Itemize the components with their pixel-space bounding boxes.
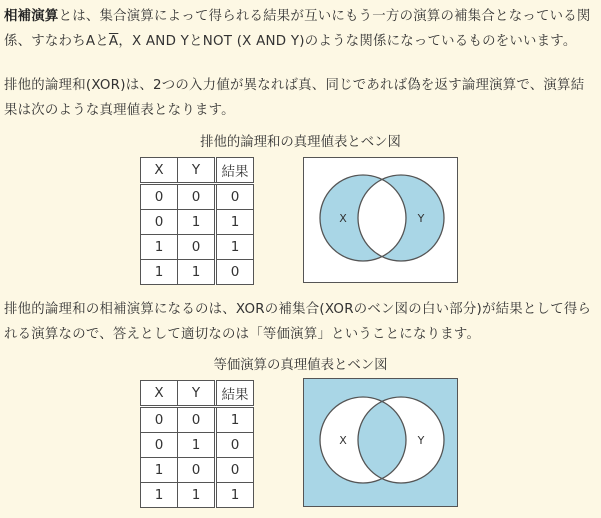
table-row <box>141 210 254 235</box>
cell-result: 1 <box>216 235 254 260</box>
intro-paragraph <box>4 4 597 54</box>
table-row <box>141 458 254 483</box>
cell-result: 1 <box>216 407 254 433</box>
cell-x: 0 <box>141 210 178 235</box>
cell-x: 1 <box>141 260 178 285</box>
venn-label-y: Y <box>417 212 425 225</box>
cell-y: 0 <box>178 184 216 210</box>
header-y: Y <box>178 158 216 184</box>
table-row <box>141 483 254 508</box>
xor-caption: 排他的論理和の真理値表とベン図 <box>200 135 401 150</box>
cell-result: 0 <box>216 433 254 458</box>
cell-y: 1 <box>178 433 216 458</box>
cell-y: 1 <box>178 260 216 285</box>
equivalence-truth-table <box>140 380 254 508</box>
cell-result: 1 <box>216 483 254 508</box>
conclusion-paragraph: 排他的論理和の相補演算になるのは、XORの補集合(XORのベン図の白い部分)が結果として得られる演算なので、答えとして適切なのは「等価演算」ということになります。 <box>4 302 592 342</box>
cell-y: 0 <box>178 235 216 260</box>
cell-y: 0 <box>178 407 216 433</box>
xor-description: 排他的論理和(XOR)は、2つの入力値が異なれば真、同じであれば偽を返す論理演算で、演算結果は次のような真理値表となります。 <box>4 78 585 118</box>
cell-result: 0 <box>216 458 254 483</box>
cell-result: 1 <box>216 210 254 235</box>
table-header-row <box>141 158 254 184</box>
venn-label-x: X <box>339 434 347 447</box>
intro-text-b: ，X AND YとNOT (X AND Y)のような関係になっているものをいいます。 <box>118 34 577 49</box>
intro-text-a: とは、集合演算によって得られる結果が互いにもう一方の演算の補集合となっている関係、すなわちAと <box>4 9 591 49</box>
cell-y: 1 <box>178 210 216 235</box>
venn-label-x: X <box>339 212 347 225</box>
cell-x: 1 <box>141 235 178 260</box>
table-row <box>141 184 254 210</box>
header-result: 結果 <box>216 381 254 407</box>
table-header-row <box>141 381 254 407</box>
cell-x: 1 <box>141 483 178 508</box>
cell-x: 0 <box>141 407 178 433</box>
xor-truth-table <box>140 157 254 285</box>
cell-x: 0 <box>141 184 178 210</box>
header-y: Y <box>178 381 216 407</box>
cell-x: 0 <box>141 433 178 458</box>
term-highlight: 相補演算 <box>4 9 59 24</box>
xor-venn-diagram <box>303 157 458 283</box>
header-result: 結果 <box>216 158 254 184</box>
table-row <box>141 260 254 285</box>
cell-result: 0 <box>216 184 254 210</box>
cell-y: 0 <box>178 458 216 483</box>
table-row <box>141 407 254 433</box>
cell-x: 1 <box>141 458 178 483</box>
overline-a: $\overline{A}$ <box>108 34 119 49</box>
equivalence-caption: 等価演算の真理値表とベン図 <box>213 358 388 373</box>
venn-label-y: Y <box>417 434 425 447</box>
header-x: X <box>141 381 178 407</box>
equivalence-venn-diagram <box>303 378 458 507</box>
cell-y: 1 <box>178 483 216 508</box>
header-x: X <box>141 158 178 184</box>
cell-result: 0 <box>216 260 254 285</box>
table-row <box>141 433 254 458</box>
table-row <box>141 235 254 260</box>
